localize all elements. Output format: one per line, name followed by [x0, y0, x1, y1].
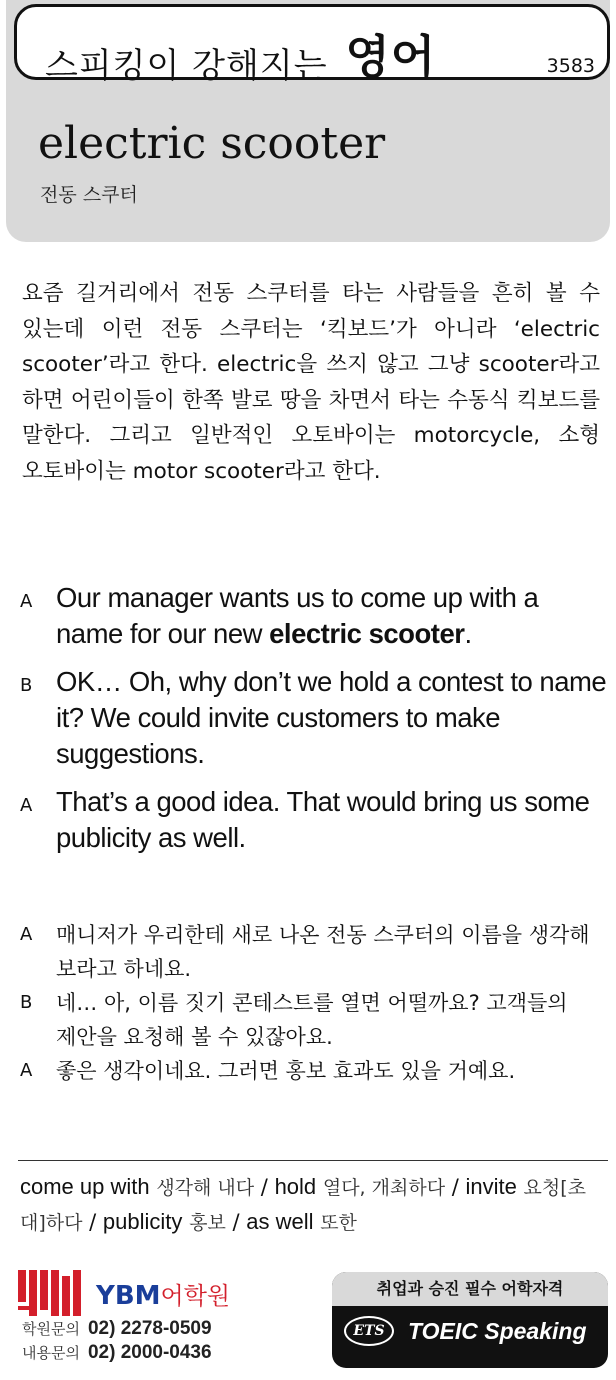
dialogue-text: [56, 580, 608, 652]
translation-text: 좋은 생각이네요. 그러면 홍보 효과도 있을 거예요.: [56, 1059, 516, 1083]
vocab-term: invite: [465, 1174, 517, 1199]
contact-number: 02) 2000-0436: [87, 1342, 212, 1363]
translation-text: 네… 아, 이름 짓기 콘테스트를 열면 어떨까요? 고객들의 제안을 요청해 볼 수 있잖아요.: [56, 991, 568, 1049]
vocab-meaning: 열다, 개최하다: [322, 1177, 446, 1199]
headword: electric scooter: [38, 118, 386, 169]
contact-academy: [22, 1318, 212, 1340]
contact-label: 학원문의: [22, 1320, 80, 1338]
vocab-separator: /: [254, 1175, 275, 1199]
vocab-meaning: 홍보: [189, 1212, 226, 1234]
ybm-brand: YBM: [96, 1281, 161, 1311]
speaker-label: B: [20, 675, 33, 696]
vocab-meaning: 또한: [320, 1212, 357, 1234]
explanation-paragraph: 요즘 길거리에서 전동 스쿠터를 타는 사람들을 흔히 볼 수 있는데 이런 전동 스쿠터는 ‘킥보드’가 아니라 ‘electric scooter’라고 한다. electric을 쓰지 않고 그냥 scooter라고 하면 어린이들이 한쪽 발로 땅을 차면서 타는 수동식 킥보드를 말한다. 그리고 일반적인 오토바이는 motorcycle, 소형 오토바이는 motor scooter라고 한다.: [22, 281, 600, 484]
english-dialogue: [18, 580, 608, 868]
ets-logo-icon: ETS: [344, 1316, 394, 1346]
headword-korean: 전동 스쿠터: [40, 184, 138, 206]
contact-label: 내용문의: [22, 1344, 80, 1362]
dialogue-line: [18, 580, 608, 652]
toeic-speaking-badge: [332, 1272, 608, 1368]
ybm-name: [96, 1276, 230, 1311]
header-panel: [6, 0, 610, 242]
dialogue-line: [18, 784, 608, 856]
vocabulary-list: [20, 1170, 604, 1240]
vocab-separator: /: [445, 1175, 466, 1199]
series-title-small: 스피킹이 강해지는: [45, 46, 328, 86]
speaker-label: A: [20, 924, 33, 945]
series-title: [45, 25, 436, 91]
vocab-term: as well: [246, 1209, 314, 1234]
speaker-label: A: [20, 591, 33, 612]
vocab-separator: /: [82, 1210, 103, 1234]
translation-line: [18, 1054, 608, 1088]
vocab-term: hold: [274, 1174, 317, 1199]
translation-text: 매니저가 우리한테 새로 나온 전동 스쿠터의 이름을 생각해 보라고 하네요.: [56, 923, 590, 981]
issue-number: 3583: [546, 55, 595, 77]
toeic-tagline: 취업과 승진 필수 어학자격: [332, 1272, 608, 1306]
translation-line: [18, 918, 608, 986]
vocab-term: publicity: [102, 1209, 183, 1234]
series-title-big: 영어: [345, 30, 437, 84]
dialogue-text: OK… Oh, why don’t we hold a contest to name it? We could invite customers to make suggestions.: [56, 666, 607, 769]
dialogue-text: That’s a good idea. That would bring us some publicity as well.: [56, 786, 590, 853]
contact-content: [22, 1342, 212, 1364]
series-title-bar: [14, 4, 610, 86]
vocab-term: come up with: [20, 1174, 150, 1199]
vocab-meaning: 요청[초대]하다: [20, 1177, 587, 1234]
ybm-brand-korean: 어학원: [160, 1282, 231, 1310]
translation-line: [18, 986, 608, 1054]
speaker-label: A: [20, 1060, 33, 1081]
toeic-name: TOEIC Speaking: [408, 1318, 587, 1344]
vocab-separator: /: [225, 1210, 247, 1234]
vocab-meaning: 생각해 내다: [156, 1177, 255, 1199]
dialogue-text-part: .: [464, 618, 472, 649]
ybm-footer: [18, 1270, 278, 1370]
speaker-label: B: [20, 992, 33, 1013]
speaker-label: A: [20, 795, 33, 816]
highlighted-term: electric scooter: [269, 618, 465, 649]
contact-number: 02) 2278-0509: [87, 1318, 212, 1339]
divider: [18, 1160, 608, 1161]
korean-translation: [18, 918, 608, 1088]
ybm-logo-icon: [18, 1270, 90, 1316]
dialogue-text-part: Our manager wants us to come up with a name for our new: [56, 582, 539, 649]
dialogue-line: [18, 664, 608, 772]
